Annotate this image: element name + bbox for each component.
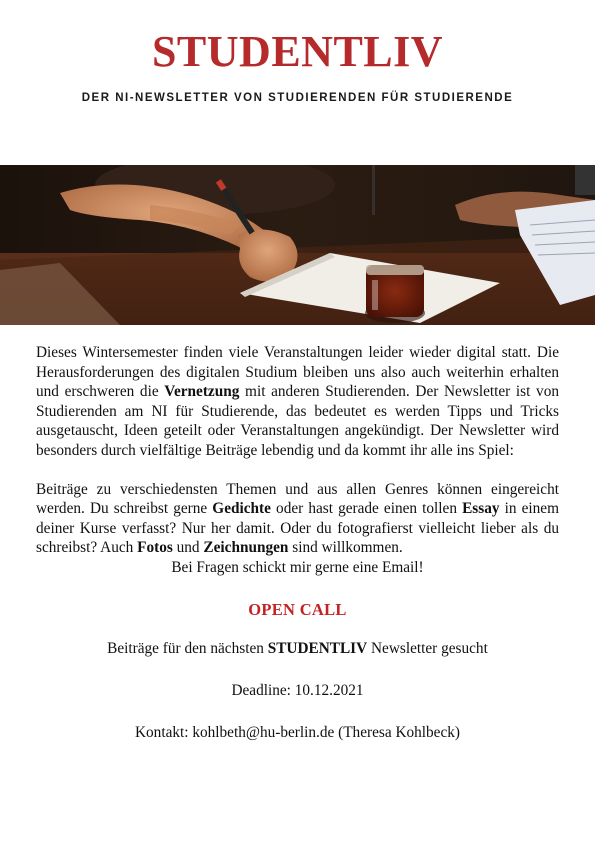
wanted-text-1: Beiträge für den nächsten xyxy=(107,639,268,657)
intro-text-2: mit anderen Studierenden. Der Newsletter ist von Studierenden am NI für Studierende, das bedeutet es werden Tipps und Tricks ausgetauscht, Ideen geteilt oder Veranstaltungen angekündigt. Der Newsletter wird besonders durch vielfältige Beiträge lebendig und da kommt ihr alle ins Spiel: xyxy=(36,383,560,459)
students-writing-photo-icon xyxy=(0,165,595,325)
main-content xyxy=(36,343,559,742)
wanted-line xyxy=(36,640,559,658)
open-call-heading: OPEN CALL xyxy=(248,599,347,619)
contrib-bold-zeichnungen: Zeichnungen xyxy=(203,539,289,557)
contrib-text-1: Beiträge zu verschiedensten Themen und aus allen Genres können eingereicht werden. Du schreibst gerne xyxy=(36,480,559,518)
newsletter-title: STUDENTLIV xyxy=(151,27,444,76)
contributions-paragraph xyxy=(36,480,559,558)
contrib-text-3: in einem deiner Kurse verfasst? Nur her damit. Oder du fotografierst vielleicht lieber als du schreibst? Auch xyxy=(36,500,559,557)
intro-text-1: Dieses Wintersemester finden viele Veranstaltungen leider wieder digital statt. Die Herausforderungen des digitalen Studium bleiben uns also auch weiterhin erhalten und erschweren die xyxy=(36,344,559,401)
questions-line: Bei Fragen schickt mir gerne eine Email! xyxy=(171,558,424,576)
contrib-bold-fotos: Fotos xyxy=(137,539,173,557)
intro-bold-vernetzung: Vernetzung xyxy=(164,383,240,401)
wanted-bold-studentliv: STUDENTLIV xyxy=(267,639,368,657)
wanted-text-2: Newsletter gesucht xyxy=(367,639,488,657)
newsletter-subtitle: DER NI-NEWSLETTER VON STUDIERENDEN FÜR STUDIERENDE xyxy=(81,92,514,104)
header-photo xyxy=(0,165,595,325)
contrib-bold-essay: Essay xyxy=(462,500,500,518)
deadline-line: Deadline: 10.12.2021 xyxy=(231,681,364,699)
contrib-text-2: oder hast gerade einen tollen xyxy=(270,500,463,518)
contrib-bold-gedichte: Gedichte xyxy=(212,500,271,518)
contrib-text-5: sind willkommen. xyxy=(288,539,403,557)
masthead xyxy=(0,28,595,104)
intro-paragraph xyxy=(36,343,559,461)
contrib-text-4: und xyxy=(172,539,204,557)
contact-line: Kontakt: kohlbeth@hu-berlin.de (Theresa Kohlbeck) xyxy=(134,723,461,741)
